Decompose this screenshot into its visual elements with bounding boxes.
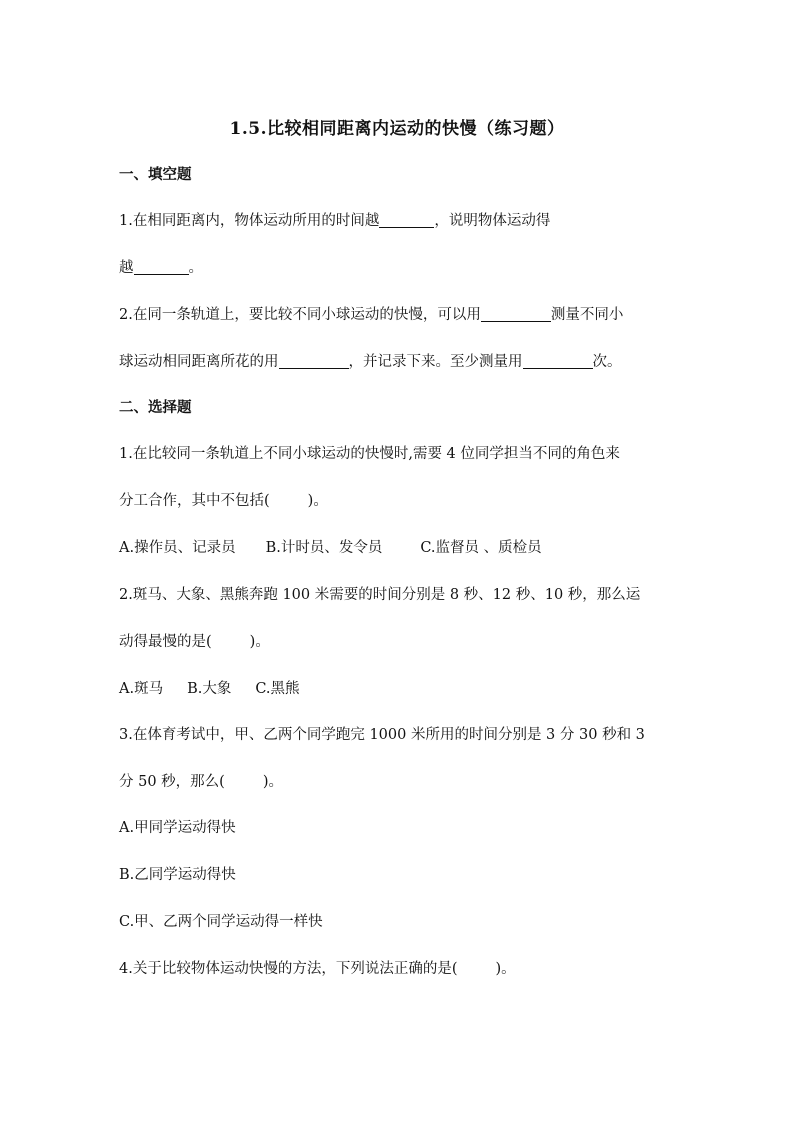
fill-q2-text-a: 2.在同一条轨道上，要比较不同小球运动的快慢，可以用 [119, 307, 481, 323]
fill-q2-text-b: 测量不同小 [550, 307, 624, 323]
fill-q2-line1 [119, 304, 679, 326]
choice-q3-text-a: 分 50 秒，那么( [119, 774, 225, 790]
choice-q1-option-c[interactable]: C.监督员 、质检员 [420, 540, 542, 556]
choice-q3-text-b: )。 [262, 774, 283, 790]
choice-q1-line2 [119, 490, 679, 512]
choice-q4-text-a: 4.关于比较物体运动快慢的方法，下列说法正确的是( [119, 961, 458, 977]
fill-q1-line1 [119, 210, 679, 232]
fill-q1-text-d: 。 [188, 260, 203, 276]
choice-q3-option-b[interactable]: B.乙同学运动得快 [119, 867, 236, 883]
choice-q3-option-a[interactable]: A.甲同学运动得快 [119, 820, 236, 836]
choice-q2-options [119, 678, 679, 700]
choice-q1-options [119, 537, 679, 559]
choice-q3-line2 [119, 771, 679, 793]
page-title: 1.5.比较相同距离内运动的快慢（练习题） [229, 119, 565, 139]
choice-q2-text-a: 动得最慢的是( [119, 634, 212, 650]
choice-q3-line1: 3.在体育考试中，甲、乙两个同学跑完 1000 米所用的时间分别是 3 分 30 秒和 3 [119, 727, 645, 743]
choice-q1-text-b: )。 [307, 493, 328, 509]
fill-q2-text-d: ，并记录下来。至少测量用 [348, 354, 523, 370]
choice-q2-line2 [119, 631, 679, 653]
choice-q1-line1: 1.在比较同一条轨道上不同小球运动的快慢时,需要 4 位同学担当不同的角色来 [119, 446, 620, 462]
fill-q1-line2 [119, 257, 679, 279]
choice-q1-option-b[interactable]: B.计时员、发令员 [265, 540, 383, 556]
choice-q1-text-a: 分工合作，其中不包括( [119, 493, 270, 509]
fill-q2-blank-2[interactable] [279, 352, 349, 369]
choice-q4-line1 [119, 958, 679, 980]
choice-q4-text-b: )。 [495, 961, 516, 977]
fill-q1-text-a: 1.在相同距离内，物体运动所用的时间越 [119, 213, 380, 229]
fill-q1-text-b: ，说明物体运动得 [434, 213, 551, 229]
choice-q2-option-b[interactable]: B.大象 [187, 681, 232, 697]
section-heading-choice: 二、选择题 [119, 399, 192, 416]
fill-q2-line2 [119, 351, 679, 373]
fill-q1-blank-1[interactable] [379, 211, 434, 228]
choice-q2-option-c[interactable]: C.黑熊 [255, 681, 300, 697]
fill-q1-blank-2[interactable] [134, 258, 189, 275]
fill-q2-text-e: 次。 [592, 354, 622, 370]
choice-q2-line1: 2.斑马、大象、黑熊奔跑 100 米需要的时间分别是 8 秒、12 秒、10 秒，那么运 [119, 587, 641, 603]
fill-q2-blank-1[interactable] [481, 305, 551, 322]
choice-q2-text-b: )。 [249, 634, 270, 650]
fill-q1-text-c: 越 [119, 260, 134, 276]
choice-q3-option-c[interactable]: C.甲、乙两个同学运动得一样快 [119, 914, 323, 930]
choice-q2-option-a[interactable]: A.斑马 [119, 681, 164, 697]
fill-q2-text-c: 球运动相同距离所花的用 [119, 354, 279, 370]
choice-q1-option-a[interactable]: A.操作员、记录员 [119, 540, 236, 556]
section-heading-fill-blank: 一、填空题 [119, 166, 192, 183]
fill-q2-blank-3[interactable] [523, 352, 593, 369]
